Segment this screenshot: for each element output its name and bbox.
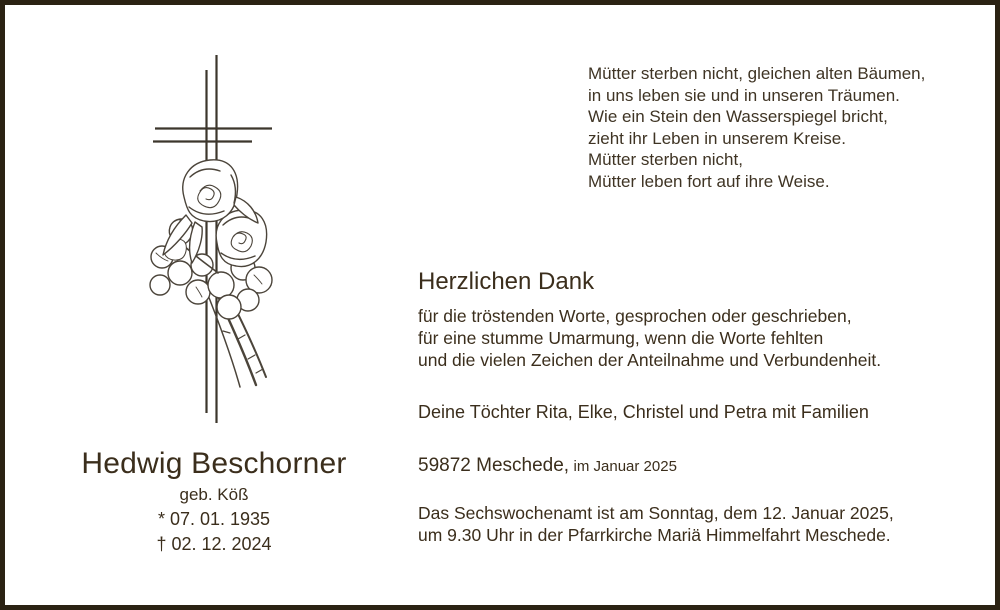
poem-line: Wie ein Stein den Wasserspiegel bricht, (588, 107, 888, 126)
thanks-section (418, 267, 881, 371)
death-date: † 02. 12. 2024 (156, 534, 272, 554)
city-postal-code: 59872 Meschede, (418, 455, 570, 476)
notice-date: im Januar 2025 (573, 458, 677, 475)
deceased-birth-name: geb. Köß (179, 485, 249, 504)
cross-with-roses-icon (90, 47, 350, 447)
thanks-line: für eine stumme Umarmung, wenn die Worte fehlten (418, 328, 824, 348)
thanks-line: und die vielen Zeichen der Anteilnahme und Verbundenheit. (418, 350, 882, 370)
poem-line: in uns leben sie und in unseren Träumen. (588, 85, 900, 105)
thanks-heading: Herzlichen Dank (418, 268, 595, 295)
birth-date: * 07. 01. 1935 (157, 509, 271, 529)
poem-line: Mütter sterben nicht, (588, 150, 743, 169)
place-date-line (418, 455, 677, 477)
poem-line: zieht ihr Leben in unserem Kreise. (588, 128, 846, 148)
deceased-block (45, 447, 383, 557)
memorial-poem (588, 63, 925, 192)
deceased-name: Hedwig Beschorner (81, 447, 347, 480)
service-line: um 9.30 Uhr in der Pfarrkirche Mariä Himmelfahrt Meschede. (418, 525, 891, 545)
service-info (418, 502, 894, 546)
family-signature: Deine Töchter Rita, Elke, Christel und Petra mit Familien (418, 402, 869, 422)
poem-line: Mütter sterben nicht, gleichen alten Bäumen, (588, 64, 926, 83)
service-line: Das Sechswochenamt ist am Sonntag, dem 12. Januar 2025, (418, 503, 894, 523)
poem-line: Mütter leben fort auf ihre Weise. (588, 171, 830, 191)
thanks-line: für die tröstenden Worte, gesprochen oder geschrieben, (418, 306, 852, 326)
